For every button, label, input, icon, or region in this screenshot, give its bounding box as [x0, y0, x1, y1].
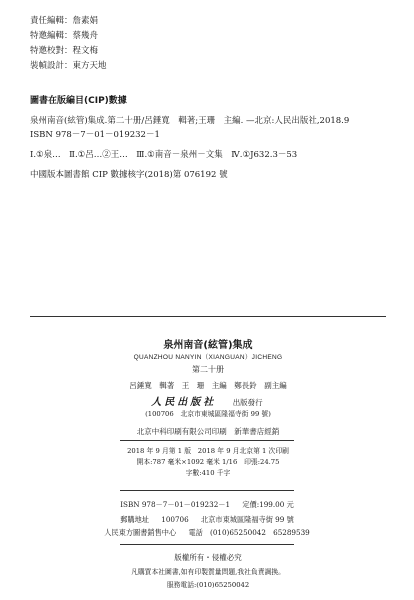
- service-phone: 服務電話:(010)65250042: [166, 581, 250, 589]
- wordcount-info: 字數:410 千字: [185, 469, 231, 477]
- publisher-action: 出版發行: [232, 398, 263, 407]
- credit-proofreader: 特邀校對：程文梅: [30, 46, 99, 56]
- credit-guest-editor: 特邀編輯：蔡幾舟: [30, 31, 99, 41]
- edition-info: 2018 年 9 月第 1 版 2018 年 9 月北京第 1 次印刷: [127, 447, 289, 455]
- book-title-pinyin: QUANZHOU NANYIN（XIANGUAN）JICHENG: [133, 354, 283, 361]
- book-volume: 第二十册: [192, 365, 224, 374]
- publisher-address: (100706 北京市東城區隆福寺街 99 號): [145, 410, 271, 418]
- credit-designer: 裝幀設計：東方天地: [30, 61, 107, 71]
- cip-block: [30, 94, 390, 182]
- sales-row: [0, 528, 414, 538]
- sales-phone: 電話 (010)65250042 65289539: [188, 528, 310, 537]
- cip-catalog-number: 中國版本圖書館 CIP 數據核字(2018)第 076192 號: [30, 170, 228, 180]
- mail-order-row: [0, 515, 414, 525]
- mail-postcode: 100706: [161, 515, 189, 524]
- divider-short-1: [120, 440, 294, 441]
- book-title: 泉州南音(絃管)集成: [163, 340, 253, 351]
- divider-short-3: [120, 544, 294, 545]
- cip-isbn: ISBN 978－7－01－019232－1: [30, 130, 160, 140]
- isbn: ISBN 978－7－01－019232－1: [120, 500, 231, 509]
- divider-short-2: [120, 490, 294, 491]
- price: 定價:199.00 元: [242, 500, 294, 509]
- quality-notice: 凡購買本社圖書,如有印製質量問題,我社負責調换。: [131, 568, 285, 576]
- format-info: 開本:787 毫米×1092 毫米 1/16 印張:24.75: [136, 458, 280, 466]
- print-specs: [30, 446, 386, 479]
- credit-responsible-editor: 責任編輯：詹素娟: [30, 16, 99, 26]
- divider-top: [30, 316, 386, 317]
- isbn-price-row: [0, 500, 414, 510]
- cip-title: 圖書在版編目(CIP)數據: [30, 96, 127, 106]
- copyright-notice: 版權所有・侵權必究: [174, 553, 242, 562]
- cip-record: 泉州南音(絃管)集成.第二十册/呂錘寬 輯著;王珊 主編. —北京:人民出版社,2018.9: [30, 116, 350, 126]
- printer-info: 北京中科印刷有限公司印刷 新華書店經銷: [136, 427, 280, 436]
- cip-classification: Ⅰ.①泉… Ⅱ.①呂…②王… Ⅲ.①南音－泉州－文集 Ⅳ.①J632.3－53: [30, 150, 298, 160]
- mail-address: 北京市東城區隆福寺街 99 號: [201, 515, 294, 524]
- mail-label: 郵購地址: [120, 515, 149, 524]
- publisher-logo: 人民出版社: [151, 397, 217, 408]
- book-authors: 呂錘寬 輯著 王 珊 主編 鄭長鈴 副主編: [129, 381, 287, 390]
- publisher-row: [0, 393, 414, 408]
- sales-dept: 人民東方圖書銷售中心: [104, 528, 177, 537]
- editorial-credits: [30, 14, 107, 74]
